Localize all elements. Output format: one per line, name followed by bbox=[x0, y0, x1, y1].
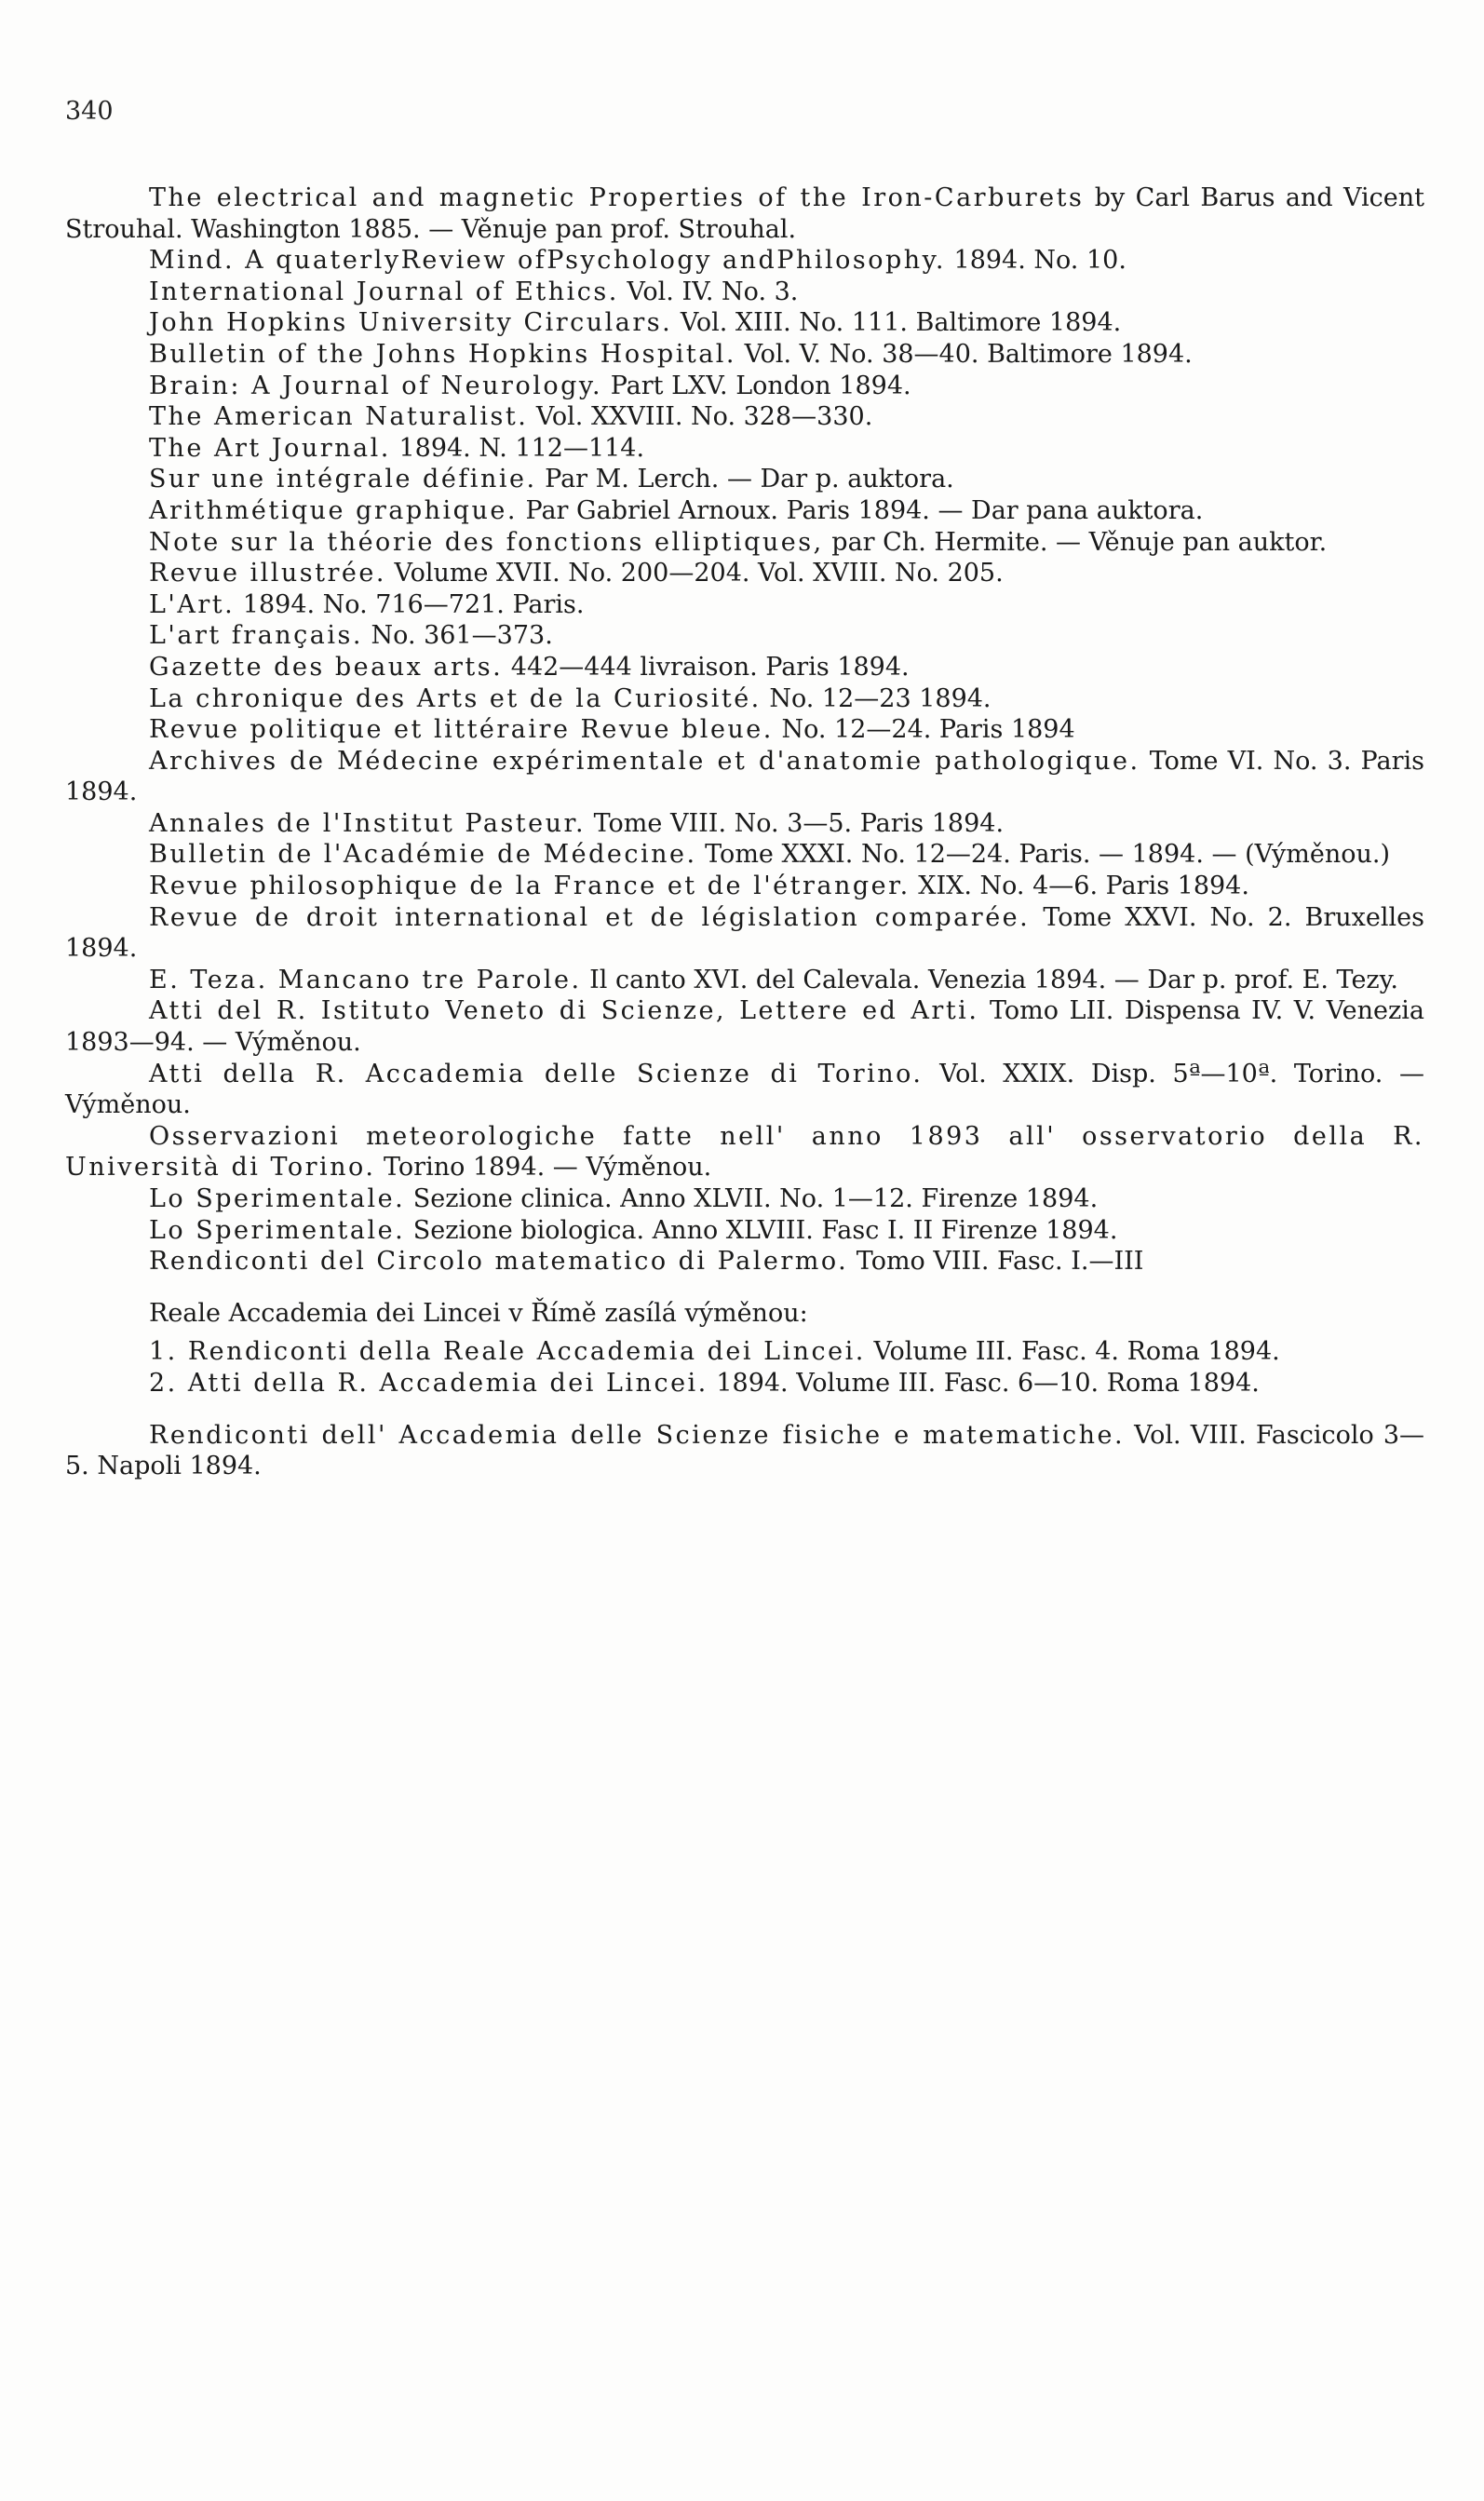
list-item: Bulletin of the Johns Hopkins Hospital. Vol. V. No. 38—40. Baltimore 1894. bbox=[149, 339, 1193, 369]
list-item: L'art français. No. 361—373. bbox=[149, 621, 553, 651]
exchange-list bbox=[65, 183, 1424, 1482]
list-item: Rendiconti del Circolo matematico di Palermo. Tomo VIII. Fasc. I.—III bbox=[149, 1247, 1144, 1277]
list-item: Sur une intégrale définie. Par M. Lerch. — Dar p. auktora. bbox=[149, 465, 954, 494]
list-item: The Art Journal. 1894. N. 112—114. bbox=[149, 433, 645, 463]
list-item: Lo Sperimentale. Sezione clinica. Anno XLVII. No. 1—12. Firenze 1894. bbox=[149, 1184, 1099, 1213]
list-item: Bulletin de l'Académie de Médecine. Tome XXXI. No. 12—24. Paris. — 1894. — (Výměnou.) bbox=[149, 840, 1391, 870]
list-item: The electrical and magnetic Properties of the Iron-Carburets by Carl Barus and Vicent Strouhal. Washington 1885. — Věnuje pan prof. Strouhal. bbox=[65, 183, 1425, 244]
list-item: Osservazioni meteorologiche fatte nell' anno 1893 all' osservatorio della R. Università di Torino. Torino 1894. — Výměnou. bbox=[65, 1121, 1424, 1183]
list-item: L'Art. 1894. No. 716—721. Paris. bbox=[149, 589, 585, 619]
list-item: Archives de Médecine expérimentale et d'anatomie pathologique. Tome VI. No. 3. Paris 1894. bbox=[65, 746, 1424, 807]
list-item: Brain: A Journal of Neurology. Part LXV. London 1894. bbox=[149, 371, 911, 400]
list-item: 1. Rendiconti della Reale Accademia dei Lincei. Volume III. Fasc. 4. Roma 1894. bbox=[149, 1337, 1280, 1367]
page-number: 340 bbox=[65, 97, 114, 126]
list-item: 2. Atti della R. Accademia dei Lincei. 1894. Volume III. Fasc. 6—10. Roma 1894. bbox=[149, 1368, 1260, 1398]
list-item: The American Naturalist. Vol. XXVIII. No. 328—330. bbox=[149, 402, 873, 432]
list-item: Revue illustrée. Volume XVII. No. 200—204. Vol. XVIII. No. 205. bbox=[149, 559, 1004, 588]
list-item: Mind. A quaterlyReview ofPsychology andPhilosophy. 1894. No. 10. bbox=[149, 246, 1126, 276]
list-item: International Journal of Ethics. Vol. IV. No. 3. bbox=[149, 277, 799, 306]
list-item: Revue politique et littéraire Revue bleue. No. 12—24. Paris 1894 bbox=[149, 715, 1075, 745]
list-item: Gazette des beaux arts. 442—444 livraison. Paris 1894. bbox=[149, 652, 910, 682]
final-entry: Rendiconti dell' Accademia delle Scienze fisiche e matematiche. Vol. VIII. Fascicolo 3—5. Napoli 1894. bbox=[65, 1420, 1424, 1481]
list-item: Revue philosophique de la France et de l'étranger. XIX. No. 4—6. Paris 1894. bbox=[149, 872, 1249, 901]
list-item: Revue de droit international et de législation comparée. Tome XXVI. No. 2. Bruxelles 1894. bbox=[65, 902, 1424, 964]
list-item: Note sur la théorie des fonctions elliptiques, par Ch. Hermite. — Věnuje pan auktor. bbox=[149, 527, 1328, 557]
list-item: La chronique des Arts et de la Curiosité. No. 12—23 1894. bbox=[149, 683, 992, 713]
list-item: E. Teza. Mancano tre Parole. Il canto XVI. del Calevala. Venezia 1894. — Dar p. prof. E. Tezy. bbox=[149, 965, 1398, 994]
list-item: Atti della R. Accademia delle Scienze di Torino. Vol. XXIX. Disp. 5ª—10ª. Torino. — Výměnou. bbox=[65, 1059, 1424, 1120]
list-item: Annales de l'Institut Pasteur. Tome VIII. No. 3—5. Paris 1894. bbox=[149, 808, 1005, 838]
list-item: John Hopkins University Circulars. Vol. XIII. No. 111. Baltimore 1894. bbox=[149, 308, 1122, 338]
list-item: Atti del R. Istituto Veneto di Scienze, Lettere ed Arti. Tomo LII. Dispensa IV. V. Venezia 1893—94. — Výměnou. bbox=[65, 996, 1424, 1058]
lincei-heading: Reale Accademia dei Lincei v Římě zasílá výměnou: bbox=[149, 1298, 808, 1328]
list-item: Lo Sperimentale. Sezione biologica. Anno XLVIII. Fasc I. II Firenze 1894. bbox=[149, 1215, 1118, 1245]
list-item: Arithmétique graphique. Par Gabriel Arnoux. Paris 1894. — Dar pana auktora. bbox=[149, 495, 1204, 525]
